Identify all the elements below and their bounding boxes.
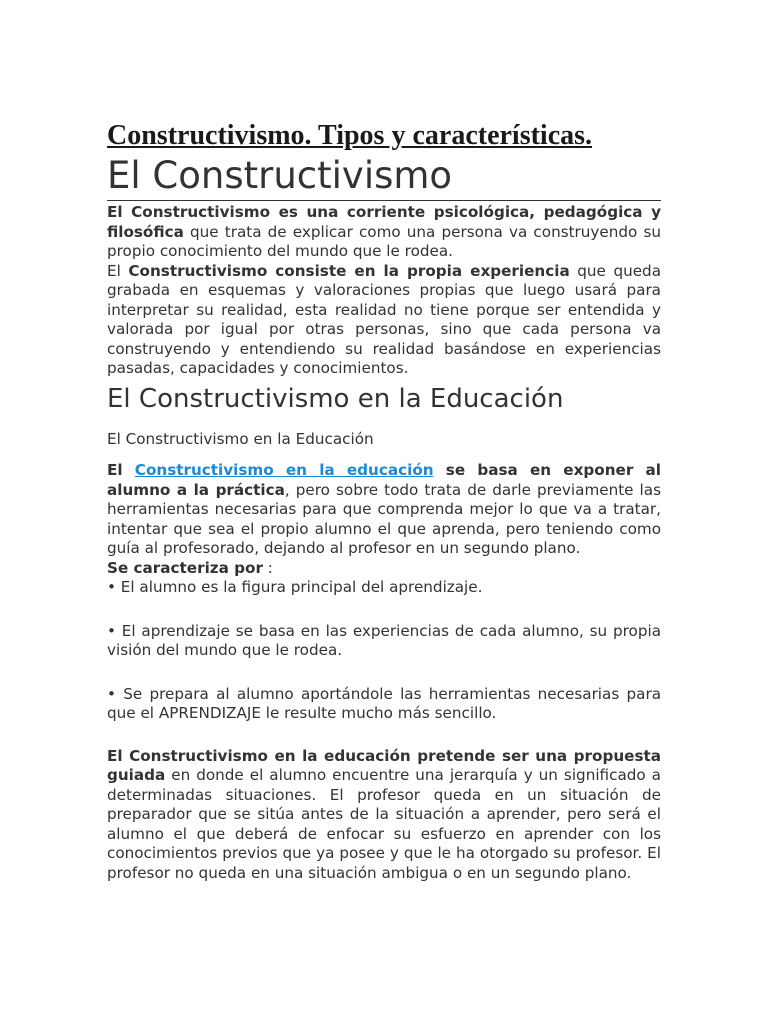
bullet-item: • El alumno es la figura principal del aprendizaje. xyxy=(107,578,483,596)
spacer xyxy=(107,598,661,622)
intro-bold-definition: El Constructivismo es una corriente psicológica, pedagógica y filosófica xyxy=(107,203,661,241)
intro-text-2: que queda grabada en esquemas y valoraciones propias que luego usará para interpretar su realidad, esta realidad no tiene porque ser entendida y valorada por igual por otras personas, sino que cada persona va construyendo y entendiendo su realidad basándose en experiencias pasadas, capacidades y conocimientos. xyxy=(107,261,661,377)
section-heading-constructivismo: El Constructivismo xyxy=(107,154,661,201)
intro-lead-2: El xyxy=(107,261,129,280)
bullet-item: • Se prepara al alumno aportándole las herramientas necesarias para que el APRENDIZAJE le resulte mucho más sencillo. xyxy=(107,684,661,722)
characterized-colon: : xyxy=(262,558,273,577)
education-text: , pero sobre todo trata de darle previamente las herramientas necesarias para que comprenda mejor lo que va a tratar, intentar que sea el propio alumno el que aprenda, pero teniendo como guía al profesorado, dejando al profesor en un segundo plano. xyxy=(107,480,661,557)
education-bold-practice: se basa en exponer al alumno a la práctica xyxy=(107,461,661,499)
final-text: en donde el alumno encuentre una jerarquía y un significado a determinadas situaciones. El profesor queda en un situación de preparador que se sitúa antes de la situación a aprender, pero será el alumno el que deberá de enfocar su esfuerzo en aprender con los conocimientos previos que ya posee y que le ha otorgado su profesor. El profesor no queda en una situación ambigua o en un segundo plano. xyxy=(107,766,661,882)
section-heading-education: El Constructivismo en la Educación xyxy=(107,383,564,414)
intro-paragraph xyxy=(107,203,661,379)
document-title: Constructivismo. Tipos y características. xyxy=(107,120,593,151)
characterized-label: Se caracteriza por xyxy=(107,558,263,577)
education-lead: El xyxy=(107,461,135,479)
final-bold: El Constructivismo en la educación pretende ser una propuesta guiada xyxy=(107,746,661,784)
education-paragraph xyxy=(107,461,661,578)
intro-text-1: que trata de explicar como una persona va construyendo su propio conocimiento del mundo que le rodea. xyxy=(107,222,661,260)
intro-bold-experience: Constructivismo consiste en la propia experiencia xyxy=(128,261,570,280)
image-caption: El Constructivismo en la Educación xyxy=(107,429,374,448)
document-page xyxy=(107,118,661,883)
spacer xyxy=(107,661,661,685)
final-paragraph xyxy=(107,747,661,884)
constructivismo-educacion-link[interactable]: Constructivismo en la educación xyxy=(134,461,434,479)
bullet-item: • El aprendizaje se basa en las experiencias de cada alumno, su propia visión del mundo que le rodea. xyxy=(107,621,661,659)
